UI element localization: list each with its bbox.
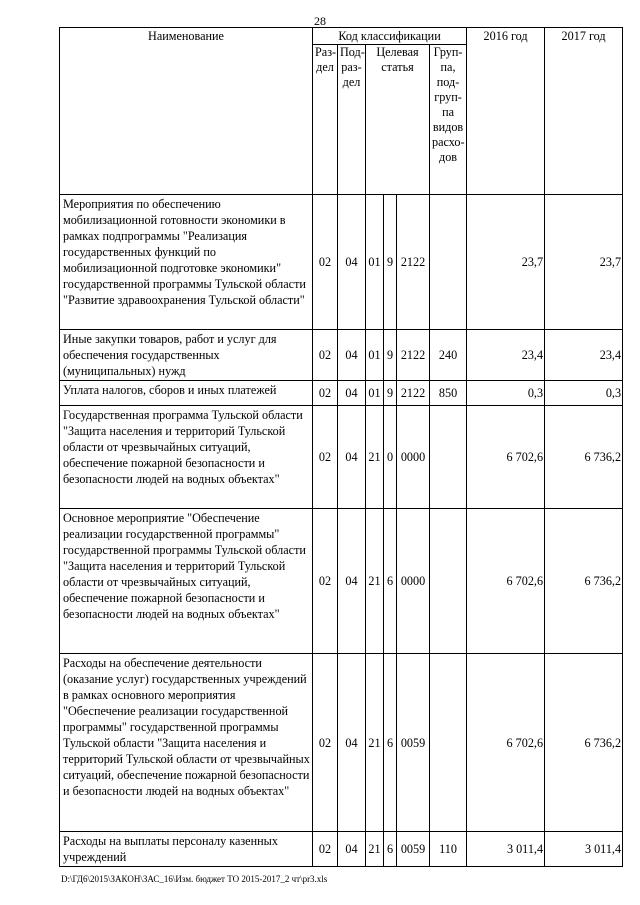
row-amount-2016: 3 011,4: [467, 832, 545, 867]
row-subsection: 04: [338, 832, 366, 867]
row-amount-2017: 6 736,2: [545, 509, 623, 654]
row-name: Основное мероприятие "Обеспечение реализации государственной программы" государственной программы Тульской области "Защита населения и территорий Тульской области от чрезвычайных ситуаций, обеспечение пожарной безопасности и безопасности людей на водных объектах": [60, 509, 313, 654]
row-target-article-subprogram: 9: [384, 330, 397, 381]
row-target-article-direction: 0059: [397, 654, 430, 832]
row-expense-group: [430, 509, 467, 654]
header-target-article: Целевая статья: [366, 45, 430, 195]
row-subsection: 04: [338, 330, 366, 381]
row-expense-group: 110: [430, 832, 467, 867]
row-amount-2017: 6 736,2: [545, 654, 623, 832]
row-name: Уплата налогов, сборов и иных платежей: [60, 381, 313, 406]
row-expense-group: 240: [430, 330, 467, 381]
row-amount-2016: 23,7: [467, 195, 545, 330]
row-section: 02: [313, 381, 338, 406]
header-year-2016: 2016 год: [467, 28, 545, 195]
row-target-article-program: 01: [366, 330, 384, 381]
table-row: [60, 381, 623, 406]
row-name: Государственная программа Тульской области "Защита населения и территорий Тульской области от чрезвычайных ситуаций, обеспечение пожарной безопасности и безопасности людей на водных объектах": [60, 406, 313, 509]
row-name: Мероприятия по обеспечению мобилизационной готовности экономики в рамках подпрограммы "Реализация государственных функций по мобилизационной подготовке экономики" государственной программы Тульской области "Развитие здравоохранения Тульской области": [60, 195, 313, 330]
row-subsection: 04: [338, 509, 366, 654]
row-amount-2017: 23,7: [545, 195, 623, 330]
row-target-article-direction: 2122: [397, 195, 430, 330]
header-classification-code: Код классификации: [313, 28, 467, 45]
row-section: 02: [313, 654, 338, 832]
row-expense-group: [430, 406, 467, 509]
row-amount-2016: 23,4: [467, 330, 545, 381]
row-amount-2017: 23,4: [545, 330, 623, 381]
row-target-article-program: 21: [366, 654, 384, 832]
header-year-2017: 2017 год: [545, 28, 623, 195]
row-target-article-subprogram: 6: [384, 509, 397, 654]
table-row: [60, 832, 623, 867]
row-section: 02: [313, 832, 338, 867]
row-target-article-direction: 0000: [397, 406, 430, 509]
row-subsection: 04: [338, 381, 366, 406]
row-target-article-subprogram: 6: [384, 654, 397, 832]
row-section: 02: [313, 195, 338, 330]
row-target-article-program: 01: [366, 381, 384, 406]
row-section: 02: [313, 330, 338, 381]
table-row: [60, 195, 623, 330]
budget-table: [59, 27, 623, 867]
row-expense-group: [430, 654, 467, 832]
row-target-article-subprogram: 9: [384, 381, 397, 406]
row-name: Расходы на обеспечение деятельности (оказание услуг) государственных учреждений в рамках основного мероприятия "Обеспечение реализации государственной программы" государственной программы Тульской области "Защита населения и территорий Тульской области от чрезвычайных ситуаций, обеспечение пожарной безопасности и безопасности людей на водных объектах": [60, 654, 313, 832]
row-target-article-subprogram: 6: [384, 832, 397, 867]
row-target-article-direction: 0000: [397, 509, 430, 654]
row-expense-group: [430, 195, 467, 330]
page-number: 28: [314, 14, 326, 28]
row-amount-2016: 6 702,6: [467, 509, 545, 654]
row-target-article-program: 21: [366, 832, 384, 867]
row-section: 02: [313, 509, 338, 654]
row-name: Иные закупки товаров, работ и услуг для обеспечения государственных (муниципальных) нужд: [60, 330, 313, 381]
header-expense-group: Груп-па, под-груп-па видов расхо-дов: [430, 45, 467, 195]
row-amount-2017: 0,3: [545, 381, 623, 406]
row-target-article-program: 01: [366, 195, 384, 330]
row-amount-2017: 6 736,2: [545, 406, 623, 509]
row-name: Расходы на выплаты персоналу казенных учреждений: [60, 832, 313, 867]
row-target-article-direction: 2122: [397, 330, 430, 381]
row-subsection: 04: [338, 195, 366, 330]
header-name: Наименование: [60, 28, 313, 195]
header-subsection: Под-раз-дел: [338, 45, 366, 195]
table-row: [60, 330, 623, 381]
row-target-article-program: 21: [366, 509, 384, 654]
table-row: [60, 406, 623, 509]
row-expense-group: 850: [430, 381, 467, 406]
row-amount-2017: 3 011,4: [545, 832, 623, 867]
row-amount-2016: 6 702,6: [467, 406, 545, 509]
row-target-article-subprogram: 0: [384, 406, 397, 509]
row-target-article-subprogram: 9: [384, 195, 397, 330]
row-subsection: 04: [338, 406, 366, 509]
row-amount-2016: 6 702,6: [467, 654, 545, 832]
table-row: [60, 509, 623, 654]
footer-file-path: D:\ГД6\2015\ЗАКОН\ЗАС_16\Изм. бюджет ТО 2015-2017_2 чт\pr3.xls: [61, 874, 328, 884]
row-section: 02: [313, 406, 338, 509]
row-amount-2016: 0,3: [467, 381, 545, 406]
row-subsection: 04: [338, 654, 366, 832]
header-section: Раз-дел: [313, 45, 338, 195]
row-target-article-direction: 0059: [397, 832, 430, 867]
row-target-article-direction: 2122: [397, 381, 430, 406]
table-row: [60, 654, 623, 832]
row-target-article-program: 21: [366, 406, 384, 509]
